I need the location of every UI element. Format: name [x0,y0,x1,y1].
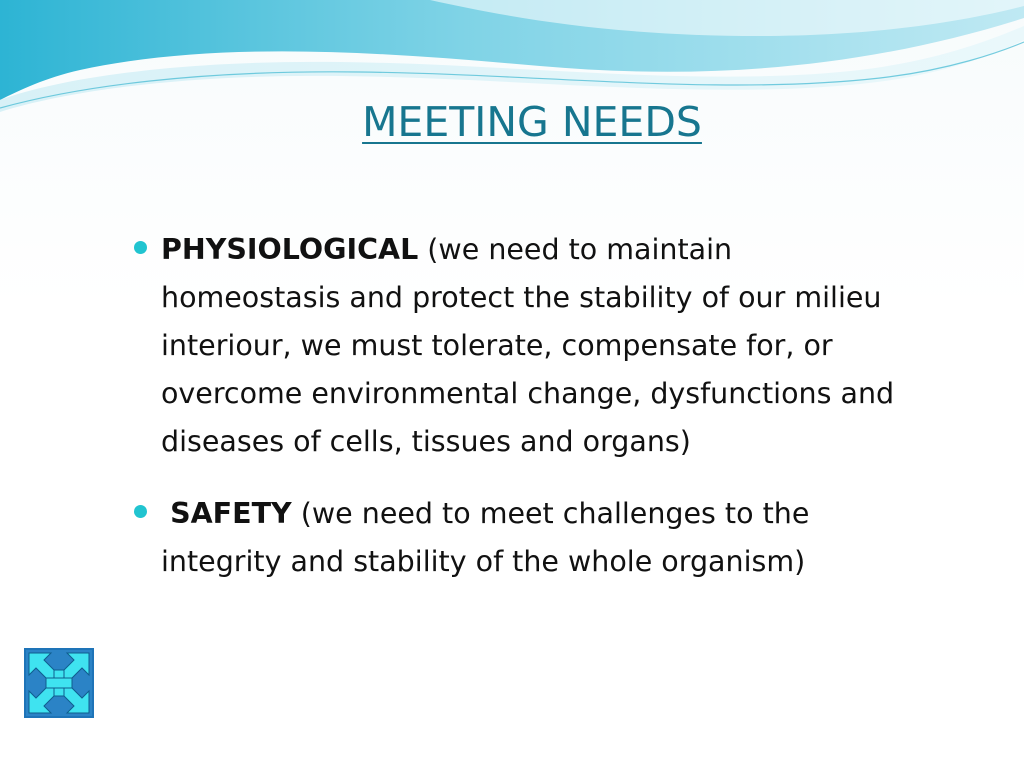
bullet-icon [134,241,147,254]
bullet-list [130,226,900,610]
bullet-safety [130,490,900,586]
bullet-lead-space [161,497,170,530]
bullet-description: (we need to maintain homeostasis and protect the stability of our milieu interiour, we must tolerate, compensate for, or overcome environmental change, dysfunctions and diseases of cells, tissues and organs) [161,233,895,458]
slide-title: MEETING NEEDS [362,98,702,146]
bullet-term: SAFETY [170,497,292,530]
bullet-icon [134,505,147,518]
converging-arrows-icon[interactable] [24,648,94,718]
bullet-description: (we need to meet challenges to the integrity and stability of the whole organism) [161,497,810,578]
bullet-term: PHYSIOLOGICAL [161,233,419,266]
bullet-physiological [130,226,900,466]
